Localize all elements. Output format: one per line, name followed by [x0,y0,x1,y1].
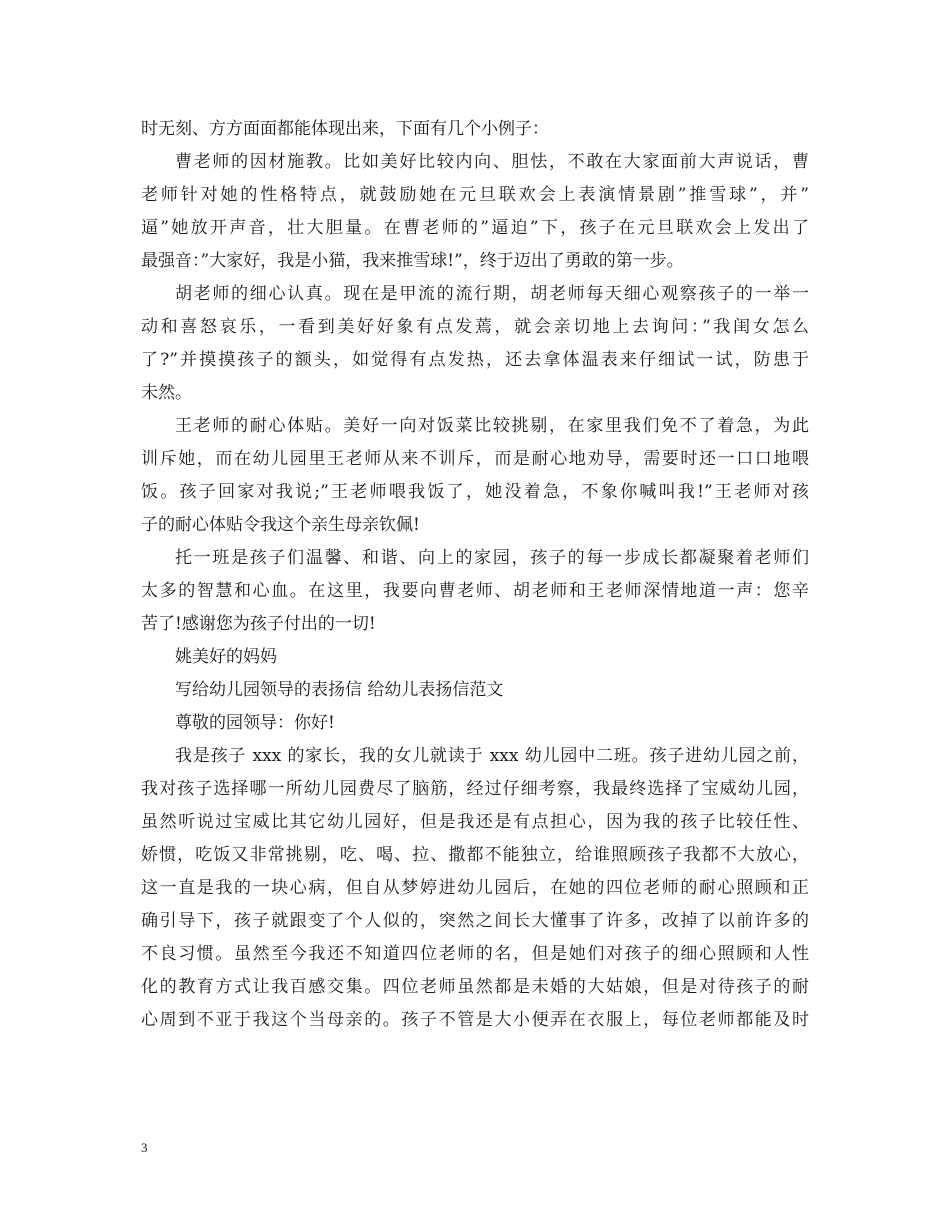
text-line: 化的教育方式让我百感交集。四位老师虽然都是未婚的大姑娘，但是对待孩子的耐 [141,977,809,997]
text-line: 饭。孩子回家对我说;”王老师喂我饭了，她没着急，不象你喊叫我!”王老师对孩 [141,482,809,502]
text-line: 我是孩子 xxx 的家长，我的女儿就读于 xxx 幼儿园中二班。孩子进幼儿园之前， [175,746,809,766]
text-line: 娇惯，吃饭又非常挑剔，吃、喝、拉、撒都不能独立，给谁照顾孩子我都不大放心， [141,845,809,865]
text-line: 王老师的耐心体贴。美好一向对饭菜比较挑剔，在家里我们免不了着急，为此 [175,416,809,436]
text-line: 托一班是孩子们温馨、和谐、向上的家园，孩子的每一步成长都凝聚着老师们 [175,548,809,568]
text-line: 了?”并摸摸孩子的额头，如觉得有点发热，还去拿体温表来仔细试一试，防患于 [141,350,809,370]
text-line: 未然。 [141,383,192,403]
text-line: 尊敬的园领导：你好! [175,713,335,733]
text-line: 姚美好的妈妈 [175,647,277,667]
document-body [141,113,809,1037]
text-line: 动和喜怒哀乐，一看到美好好象有点发蔫，就会亲切地上去询问：”我闺女怎么 [141,317,809,337]
text-line: 我对孩子选择哪一所幼儿园费尽了脑筋，经过仔细考察，我最终选择了宝威幼儿园， [141,779,809,799]
text-line: 写给幼儿园领导的表扬信 给幼儿表扬信范文 [175,680,504,700]
text-line: 时无刻、方方面面都能体现出来，下面有几个小例子： [141,119,549,139]
text-line: 心周到不亚于我这个当母亲的。孩子不管是大小便弄在衣服上，每位老师都能及时 [141,1010,809,1030]
page-number: 3 [141,1140,148,1155]
text-line: 最强音：”大家好，我是小猫，我来推雪球!”，终于迈出了勇敢的第一步。 [141,251,684,271]
text-line: 子的耐心体贴令我这个亲生母亲钦佩! [141,515,420,535]
text-line: 这一直是我的一块心病，但自从梦婷进幼儿园后，在她的四位老师的耐心照顾和正 [141,878,809,898]
text-line: 不良习惯。虽然至今我还不知道四位老师的名，但是她们对孩子的细心照顾和人性 [141,944,809,964]
text-line: 太多的智慧和心血。在这里，我要向曹老师、胡老师和王老师深情地道一声：您辛 [141,581,809,601]
text-line: 老师针对她的性格特点，就鼓励她在元旦联欢会上表演情景剧”推雪球”，并” [141,185,809,205]
text-line: 确引导下，孩子就跟变了个人似的，突然之间长大懂事了许多，改掉了以前许多的 [141,911,809,931]
text-line: 逼”她放开声音，壮大胆量。在曹老师的”逼迫”下，孩子在元旦联欢会上发出了 [141,218,809,238]
text-line: 曹老师的因材施教。比如美好比较内向、胆怯，不敢在大家面前大声说话，曹 [175,152,809,172]
text-line: 训斥她，而在幼儿园里王老师从来不训斥，而是耐心地劝导，需要时还一口口地喂 [141,449,809,469]
text-line: 虽然听说过宝威比其它幼儿园好，但是我还是有点担心，因为我的孩子比较任性、 [141,812,809,832]
text-line: 胡老师的细心认真。现在是甲流的流行期，胡老师每天细心观察孩子的一举一 [175,284,809,304]
text-line: 苦了!感谢您为孩子付出的一切! [141,614,376,634]
